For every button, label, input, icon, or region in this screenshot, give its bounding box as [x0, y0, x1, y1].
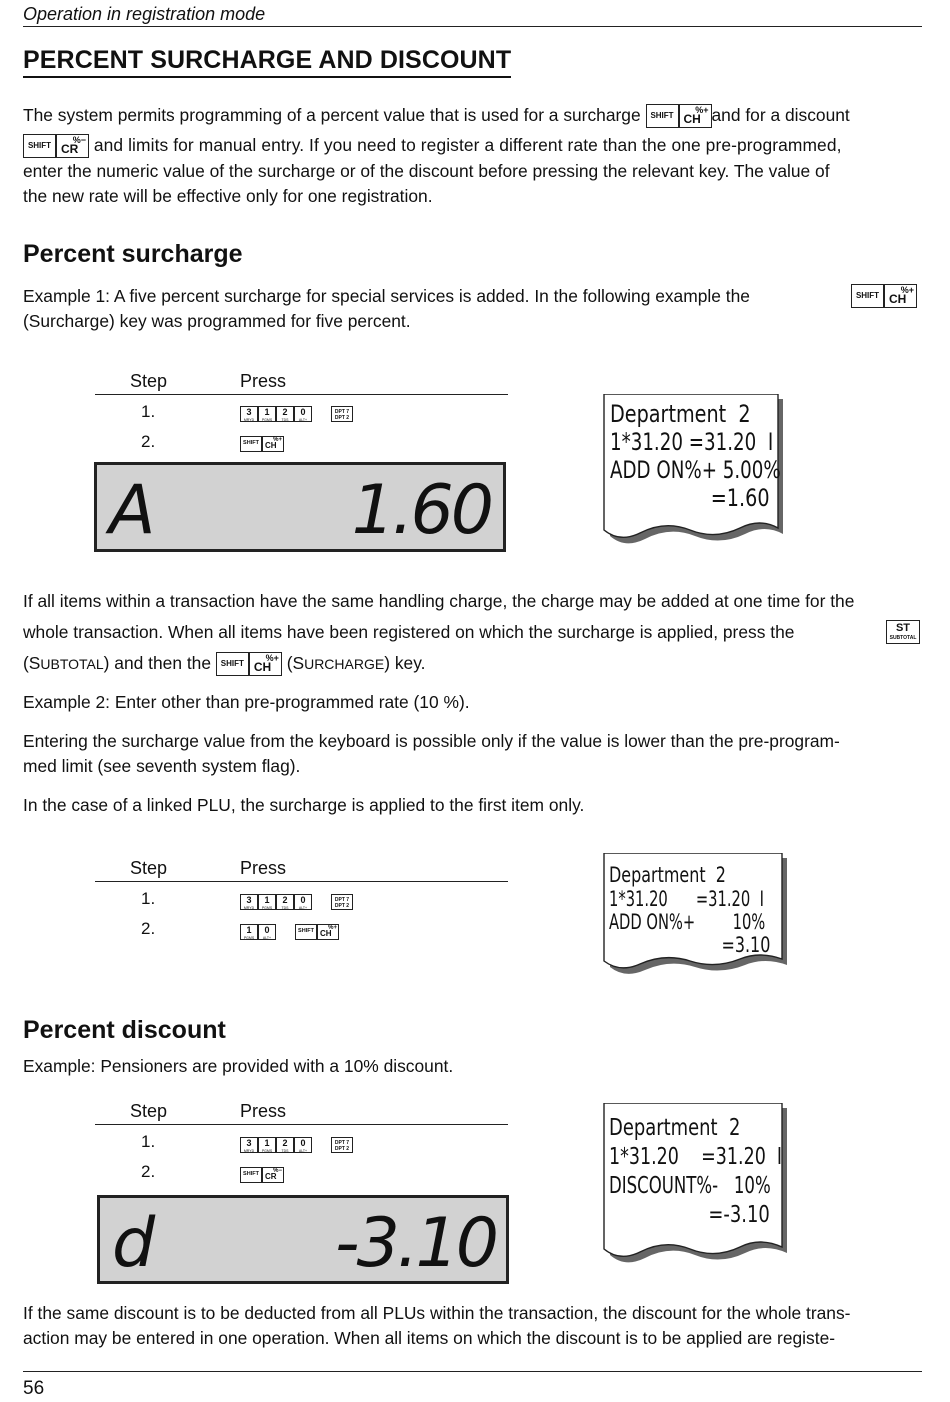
credit-key-label: CR [61, 142, 79, 157]
step-column-header: Step [130, 858, 168, 878]
lcd-value: 1.60 [351, 471, 491, 549]
intro-line-1 [23, 103, 850, 128]
step-number: 1. [141, 1132, 156, 1151]
charge-key-icon [884, 284, 917, 308]
surcharge-para2-line1: Entering the surcharge value from the keyboard is possible only if the value is lower than the pre-program- [23, 731, 840, 751]
step-column-header: Step [130, 1101, 168, 1121]
key-1-icon: 1 PGMS [258, 894, 276, 910]
lcd-segments [100, 1198, 506, 1281]
credit-key-icon [56, 134, 89, 158]
surcharge-key-inline [851, 284, 917, 308]
step-number: 2. [141, 919, 156, 938]
surcharge-example2: Example 2: Enter other than pre-programmed rate (10 %). [23, 692, 470, 712]
press-column-header: Press [240, 858, 287, 878]
charge-key-icon: %+ CH [317, 924, 339, 940]
receipt-line: Department 2 [609, 1115, 741, 1141]
lcd-display [97, 1195, 509, 1284]
charge-key-label: CH [683, 112, 701, 127]
step-number: 2. [141, 1162, 156, 1181]
step-table-rule [95, 881, 508, 882]
step-table-rule [95, 1124, 508, 1125]
shift-key-icon: SHIFT [295, 924, 317, 940]
receipt-line: Department 2 [610, 400, 751, 428]
key-0-icon: 0 ALT+ [294, 406, 312, 422]
key-2-icon: 2 TDS [276, 406, 294, 422]
receipt-line: ADD ON%+ 10% [609, 910, 766, 934]
shift-key-icon: SHIFT [216, 652, 249, 676]
receipt-printout [600, 394, 790, 561]
surcharge-para1-line3: (SUBTOTAL) and then the SHIFT %+ CH (SURCHARGE) key. [23, 653, 426, 675]
step-table-rule [95, 394, 508, 395]
key-sequence-step2 [240, 1167, 284, 1183]
press-column-header: Press [240, 1101, 287, 1121]
key-1-icon: 1 PGMS [240, 924, 258, 940]
key-sequence-step2 [240, 924, 339, 940]
key-3-icon: 3 MRYD [240, 406, 258, 422]
page-number: 56 [23, 1378, 45, 1399]
lcd-mode-letter: A [109, 471, 156, 549]
receipt-printout [600, 1103, 792, 1278]
key-0-icon: 0 ALT+ [294, 894, 312, 910]
shift-key-icon: SHIFT [23, 134, 56, 158]
discount-para-line2: action may be entered in one operation. When all items on which the discount is to be applied are registe- [23, 1328, 836, 1348]
intro-line-4: the new rate will be effective only for one registration. [23, 186, 433, 206]
charge-key-icon [679, 104, 712, 128]
surcharge-example1-line1 [23, 284, 750, 309]
intro-text-1b: and for a discount [711, 105, 850, 125]
press-column-header: Press [240, 371, 287, 391]
surcharge-para3: In the case of a linked PLU, the surcharge is applied to the first item only. [23, 795, 585, 815]
footer-divider [23, 1371, 922, 1372]
key-sequence-step1 [240, 406, 353, 422]
charge-key-symbol: %+ [695, 105, 709, 116]
page-title: PERCENT SURCHARGE AND DISCOUNT [23, 46, 511, 78]
receipt-line: DISCOUNT%- 10% [609, 1173, 771, 1199]
surcharge-example1-line2: (Surcharge) key was programmed for five percent. [23, 311, 411, 331]
step-number: 1. [141, 889, 156, 908]
charge-key-symbol: %+ [900, 285, 914, 295]
receipt-line: 1*31.20 =31.20 I [609, 887, 764, 911]
receipt-line: ADD ON%+ 5.00% [610, 456, 781, 484]
key-0-icon: 0 ALT+ [258, 924, 276, 940]
department-key-icon: DPT 7 DPT 2 [331, 406, 353, 422]
intro-text-1a: The system permits programming of a percent value that is used for a surcharge [23, 105, 641, 125]
department-key-icon: DPT 7 DPT 2 [331, 894, 353, 910]
key-3-icon: 3 MRYD [240, 894, 258, 910]
key-2-icon: 2 TDS [276, 894, 294, 910]
key-sequence-step1 [240, 894, 353, 910]
credit-key-symbol: %− [72, 135, 86, 146]
credit-key-icon: %− CR [262, 1167, 284, 1183]
receipt-line: =3.10 [721, 933, 770, 957]
charge-key-icon: %+ CH [249, 652, 282, 676]
shift-key-icon: SHIFT [240, 1167, 262, 1183]
receipt-line: =1.60 [711, 484, 770, 512]
surcharge-para1-line2: whole transaction. When all items have been registered on which the surcharge is applied, press the [23, 622, 795, 642]
subtotal-key-inline [886, 620, 920, 644]
intro-text-2: and limits for manual entry. If you need to register a different rate than the one pre-programmed, [93, 135, 842, 155]
receipt-line: 1*31.20 =31.20 I [610, 428, 774, 456]
lcd-display [94, 462, 506, 552]
surcharge-heading: Percent surcharge [23, 240, 243, 268]
surcharge-para1-line1: If all items within a transaction have the same handling charge, the charge may be added at one time for the [23, 591, 855, 611]
lcd-segments [97, 465, 503, 549]
receipt-line: =-3.10 [708, 1202, 770, 1228]
step-column-header: Step [130, 371, 168, 391]
key-sequence-step2 [240, 436, 284, 452]
discount-para-line1: If the same discount is to be deducted from all PLUs within the transaction, the discount for the whole trans- [23, 1303, 851, 1323]
discount-heading: Percent discount [23, 1016, 226, 1044]
department-key-icon: DPT 7 DPT 2 [331, 1137, 353, 1153]
header-divider [23, 26, 922, 27]
charge-key-icon: %+ CH [262, 436, 284, 452]
subtotal-key-icon: ST SUBTOTAL [886, 620, 920, 644]
lcd-mode-letter: d [112, 1204, 156, 1281]
intro-line-2 [23, 133, 842, 158]
receipt-line: 1*31.20 =31.20 I [609, 1144, 783, 1170]
receipt-printout [600, 853, 792, 988]
key-3-icon: 3 MRYD [240, 1137, 258, 1153]
example1-text: Example 1: A five percent surcharge for special services is added. In the following example the [23, 286, 750, 306]
shift-key-icon: SHIFT [851, 284, 884, 308]
receipt-line: Department 2 [609, 863, 726, 887]
key-2-icon: 2 TDS [276, 1137, 294, 1153]
step-number: 1. [141, 402, 156, 421]
shift-key-icon: SHIFT [240, 436, 262, 452]
key-0-icon: 0 ALT+ [294, 1137, 312, 1153]
key-1-icon: 1 PGMS [258, 406, 276, 422]
key-sequence-step1 [240, 1137, 353, 1153]
surcharge-para2-line2: med limit (see seventh system flag). [23, 756, 301, 776]
discount-example: Example: Pensioners are provided with a 10% discount. [23, 1056, 454, 1076]
lcd-value: -3.10 [335, 1204, 496, 1281]
running-header: Operation in registration mode [23, 4, 266, 24]
intro-line-3: enter the numeric value of the surcharge or of the discount before pressing the relevant key. The value of [23, 161, 830, 181]
key-1-icon: 1 PGMS [258, 1137, 276, 1153]
shift-key-icon: SHIFT [646, 104, 679, 128]
step-number: 2. [141, 432, 156, 451]
charge-key-label: CH [889, 292, 907, 306]
